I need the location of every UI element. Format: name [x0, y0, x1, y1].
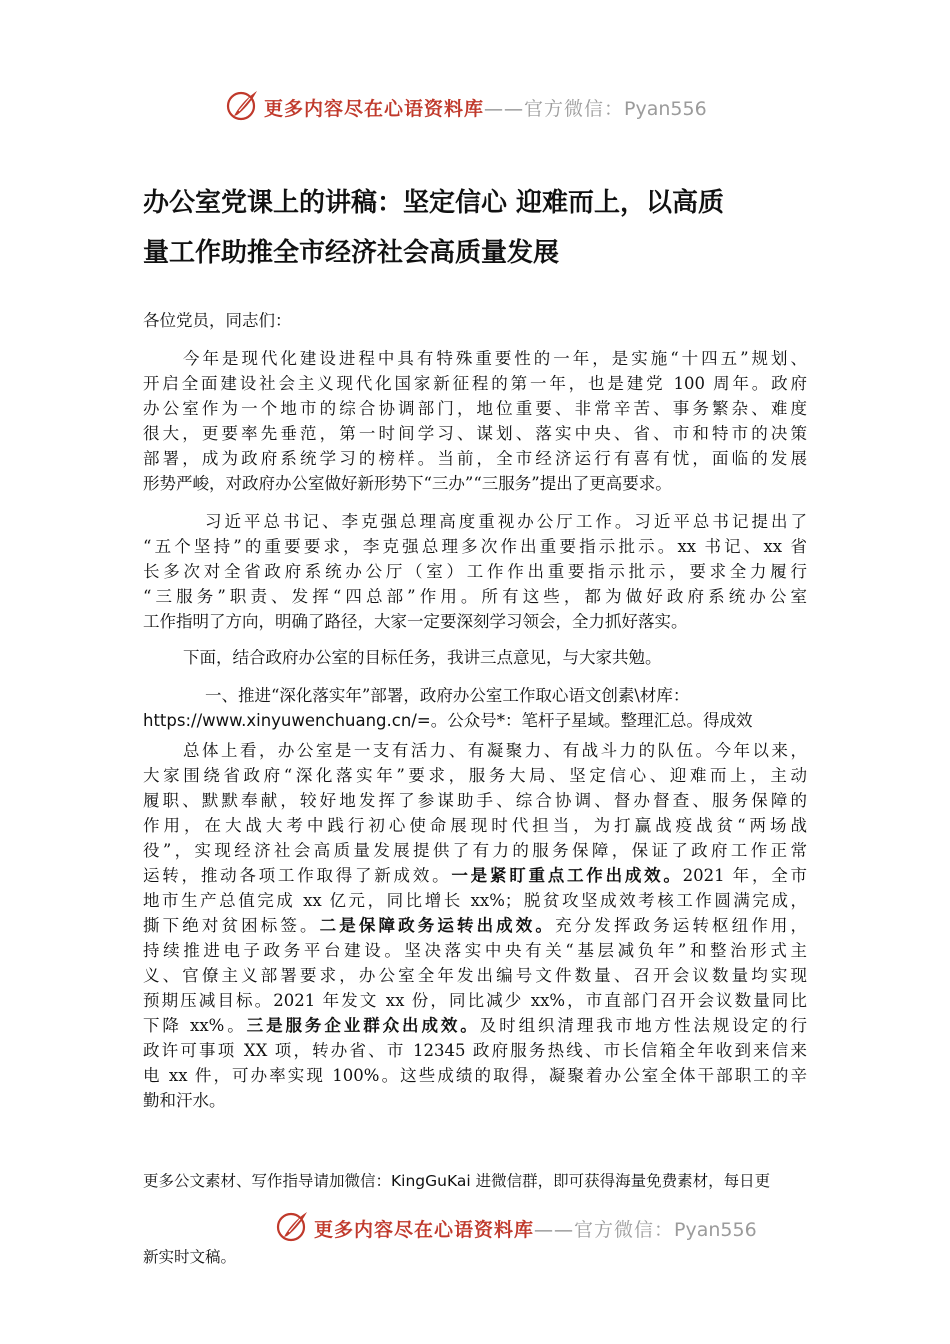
banner-separator: —— — [534, 1219, 575, 1241]
bottom-watermark-banner — [0, 1207, 950, 1251]
title-line: 办公室党课上的讲稿：坚定信心 迎难而上，以高质 — [143, 188, 725, 218]
bold-highlight: 三是服务企业群众出成效。 — [246, 1016, 480, 1035]
banner-account-id: Pyan556 — [624, 98, 707, 120]
paragraph-4 — [143, 738, 807, 1113]
paragraph-line: “三服务”职责、发挥“四总部”作用。所有这些，都为做好政府系统办公室 — [143, 587, 807, 606]
banner-wechat-label: 官方微信： — [524, 98, 625, 120]
paragraph-line: 履职、默默奉献，较好地发挥了参谋助手、综合协调、督办督查、服务保障的 — [143, 791, 807, 810]
section-heading-line: 一、推进“深化落实年”部署，政府办公室工作取心语文创素\材库： — [205, 686, 690, 705]
quill-logo-icon — [276, 1209, 310, 1243]
quill-logo-icon — [226, 88, 260, 122]
section-heading-rest: 。公众号*：笔杆子星域。整理汇总。得成效 — [430, 711, 753, 730]
paragraph-line: 形势严峻，对政府办公室做好新形势下“三办”“三服务”提出了更高要求。 — [143, 474, 672, 493]
paragraph-line: 长多次对全省政府系统办公厅（室）工作作出重要指示批示，要求全力履行 — [143, 562, 807, 581]
paragraph-line: 政许可事项 XX 项，转办省、市 12345 政府服务热线、市长信箱全年收到来信来 — [143, 1041, 807, 1060]
paragraph-line: 习近平总书记、李克强总理高度重视办公厅工作。习近平总书记提出了 — [205, 512, 807, 531]
paragraph-2 — [143, 509, 807, 634]
paragraph-line: 义、官僚主义部署要求，办公室全年发出编号文件数量、召开会议数量均实现 — [143, 966, 807, 985]
paragraph-line: 运转，推动各项工作取得了新成效。一是紧盯重点工作出成效。2021 年，全市 — [143, 866, 807, 885]
paragraph-line: 今年是现代化建设进程中具有特殊重要性的一年，是实施“十四五”规划、 — [183, 349, 807, 368]
banner-account-id: Pyan556 — [674, 1219, 757, 1241]
banner-brand-text: 更多内容尽在心语资料库 — [314, 1219, 535, 1241]
top-watermark-banner — [0, 86, 950, 130]
bold-highlight: 一是紧盯重点工作出成效。 — [451, 866, 683, 885]
paragraph-line: 大家围绕省政府“深化落实年”要求，服务大局、坚定信心、迎难而上，主动 — [143, 766, 807, 785]
paragraph-line: 开启全面建设社会主义现代化国家新征程的第一年，也是建党 100 周年。政府 — [143, 374, 807, 393]
paragraph-line: 役”，实现经济社会高质量发展提供了有力的服务保障，保证了政府工作正常 — [143, 841, 807, 860]
paragraph-line: 勤和汗水。 — [143, 1091, 226, 1110]
paragraph-line: 下降 xx%。三是服务企业群众出成效。及时组织清理我市地方性法规设定的行 — [143, 1016, 807, 1035]
paragraph-line: “五个坚持”的重要要求，李克强总理多次作出重要指示批示。xx 书记、xx 省 — [143, 537, 807, 556]
paragraph-line: 下面，结合政府办公室的目标任务，我讲三点意见，与大家共勉。 — [183, 648, 662, 667]
paragraph-line: 电 xx 件，可办率实现 100%。这些成绩的取得，凝聚着办公室全体干部职工的辛 — [143, 1066, 807, 1085]
paragraph-line: 持续推进电子政务平台建设。坚决落实中央有关“基层减负年”和整治形式主 — [143, 941, 807, 960]
banner-brand-text: 更多内容尽在心语资料库 — [264, 98, 485, 120]
bold-highlight: 二是保障政务运转出成效。 — [319, 916, 556, 935]
paragraph-3 — [143, 645, 807, 670]
paragraph-1 — [143, 346, 807, 496]
paragraph-line: 很大，更要率先垂范，第一时间学习、谋划、落实中央、省、市和特市的决策 — [143, 424, 807, 443]
paragraph-line: 总体上看，办公室是一支有活力、有凝聚力、有战斗力的队伍。今年以来， — [183, 741, 807, 760]
banner-wechat-label: 官方微信： — [574, 1219, 675, 1241]
paragraph-line: 办公室作为一个地市的综合协调部门，地位重要、非常辛苦、事务繁杂、难度 — [143, 399, 807, 418]
footer-promo-line: 更多公文素材、写作指导请加微信：KingGuKai 进微信群，即可获得海量免费素材，每日更 — [143, 1172, 771, 1190]
source-url-link[interactable]: https://www.xinyuwenchuang.cn/= — [143, 711, 431, 730]
paragraph-line: 工作指明了方向，明确了路径，大家一定要深刻学习领会，全力抓好落实。 — [143, 612, 688, 631]
section-heading-1 — [143, 683, 807, 733]
paragraph-line: 地市生产总值完成 xx 亿元，同比增长 xx%；脱贫攻坚成效考核工作圆满完成， — [143, 891, 807, 910]
paragraph-line: 撕下绝对贫困标签。二是保障政务运转出成效。充分发挥政务运转枢纽作用， — [143, 916, 808, 935]
banner-separator: —— — [484, 98, 525, 120]
footer-wechat-id: KingGuKai — [391, 1172, 471, 1190]
footer-promo-line-2: 新实时文稿。 — [143, 1248, 237, 1266]
paragraph-line: 预期压减目标。2021 年发文 xx 份，同比减少 xx%，市直部门召开会议数量同比 — [143, 991, 807, 1010]
document-title — [143, 178, 803, 278]
paragraph-line: 作用，在大战大考中践行初心使命展现时代担当，为打赢战疫战贫“两场战 — [143, 816, 807, 835]
greeting-text: 各位党员，同志们： — [143, 311, 292, 330]
paragraph-line: 部署，成为政府系统学习的榜样。当前，全市经济运行有喜有忧，面临的发展 — [143, 449, 807, 468]
title-line: 量工作助推全市经济社会高质量发展 — [143, 238, 560, 268]
greeting — [143, 308, 807, 333]
